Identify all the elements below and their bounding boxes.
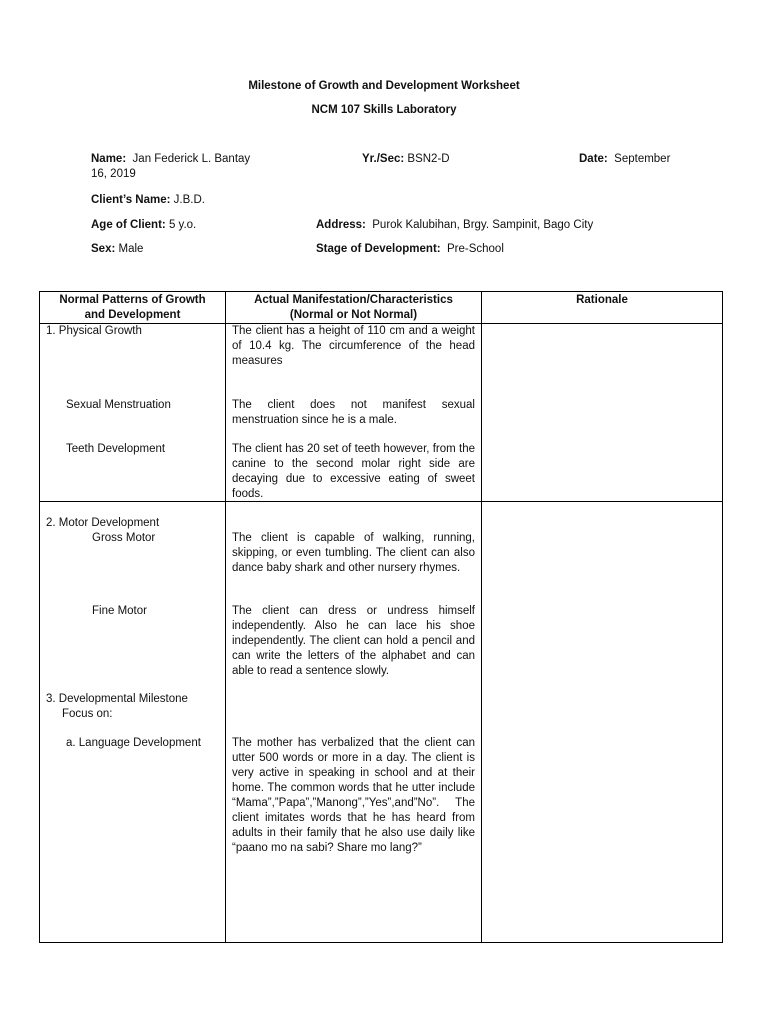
language-development-label: a. Language Development [66, 737, 201, 749]
address-label: Address: [316, 219, 366, 231]
header-rationale: Rationale [482, 292, 723, 324]
header-normal-patterns-line2: and Development [84, 309, 181, 321]
teeth-development-text: The client has 20 set of teeth however, from the canine to the second molar right side are decaying due to excessive eating of sweet foods. [232, 443, 475, 500]
name-field [91, 153, 250, 165]
teeth-development-label: Teeth Development [66, 443, 166, 455]
stage-field [316, 243, 504, 255]
row2-rationale-cell [482, 502, 723, 943]
age-label: Age of Client: [91, 219, 166, 231]
worksheet-table [39, 291, 723, 943]
client-name-field [91, 194, 205, 206]
focus-on-label: Focus on: [62, 708, 113, 720]
name-value: Jan Federick L. Bantay [132, 153, 251, 165]
stage-label: Stage of Development: [316, 243, 441, 255]
date-field [579, 153, 670, 165]
client-name-label: Client’s Name: [91, 194, 171, 206]
header-actual-manifestation [226, 292, 482, 324]
sexual-menstruation-label: Sexual Menstruation [66, 399, 171, 411]
sex-field [91, 243, 143, 255]
address-field [316, 219, 593, 231]
address-value: Purok Kalubihan, Brgy. Sampinit, Bago City [372, 219, 594, 231]
gross-motor-label: Gross Motor [92, 532, 156, 544]
developmental-milestone-label: 3. Developmental Milestone [46, 693, 188, 705]
yrsec-label: Yr./Sec: [362, 153, 405, 165]
row2-manifestation-cell [226, 502, 482, 943]
age-value: 5 y.o. [168, 219, 197, 231]
date-value: September [614, 153, 671, 165]
header-actual-manifestation-line2: (Normal or Not Normal) [289, 309, 418, 321]
row1-rationale-cell [482, 324, 723, 502]
name-label: Name: [91, 153, 127, 165]
sex-value: Male [118, 243, 144, 255]
worksheet-title: Milestone of Growth and Development Worksheet [248, 80, 520, 92]
date-label: Date: [579, 153, 608, 165]
row1-manifestation-cell [226, 324, 482, 502]
physical-growth-label: 1. Physical Growth [46, 325, 142, 337]
fine-motor-text: The client can dress or undress himself independently. Also he can lace his shoe independently. The client can hold a pencil and can write the letters of the alphabet and can able to read a sentence slowly. [232, 605, 475, 677]
sex-label: Sex: [91, 243, 116, 255]
gross-motor-text: The client is capable of walking, running, skipping, or even tumbling. The client can also dance baby shark and other nursery rhymes. [232, 532, 475, 574]
worksheet-subtitle: NCM 107 Skills Laboratory [311, 104, 457, 116]
age-field [91, 219, 196, 231]
row1-patterns-cell [40, 324, 226, 502]
motor-development-label: 2. Motor Development [46, 517, 160, 529]
yrsec-field [362, 153, 450, 165]
table-row [40, 502, 723, 943]
sexual-menstruation-text: The client does not manifest sexual menstruation since he is a male. [232, 399, 475, 426]
table-header-row [40, 292, 723, 324]
physical-growth-text: The client has a height of 110 cm and a weight of 10.4 kg. The circumference of the head measures [232, 325, 475, 367]
header-normal-patterns-line1: Normal Patterns of Growth [59, 294, 206, 306]
date-value-continued: 16, 2019 [91, 168, 136, 180]
stage-value: Pre-School [447, 243, 504, 255]
fine-motor-label: Fine Motor [92, 605, 147, 617]
language-development-text: The mother has verbalized that the client can utter 500 words or more in a day. The client is very active in speaking in school and at their home. The common words that he utter include “Mama”,”Papa”,”Manong”,”Yes”,and”No”. The client imitates words that he has heard from adults in their family that he also use daily like “paano mo na sabi? Share mo lang?” [232, 737, 475, 854]
header-normal-patterns [40, 292, 226, 324]
row2-patterns-cell [40, 502, 226, 943]
yrsec-value: BSN2-D [407, 153, 450, 165]
client-name-value: J.B.D. [173, 194, 205, 206]
header-actual-manifestation-line1: Actual Manifestation/Characteristics [254, 294, 453, 306]
table-row [40, 324, 723, 502]
